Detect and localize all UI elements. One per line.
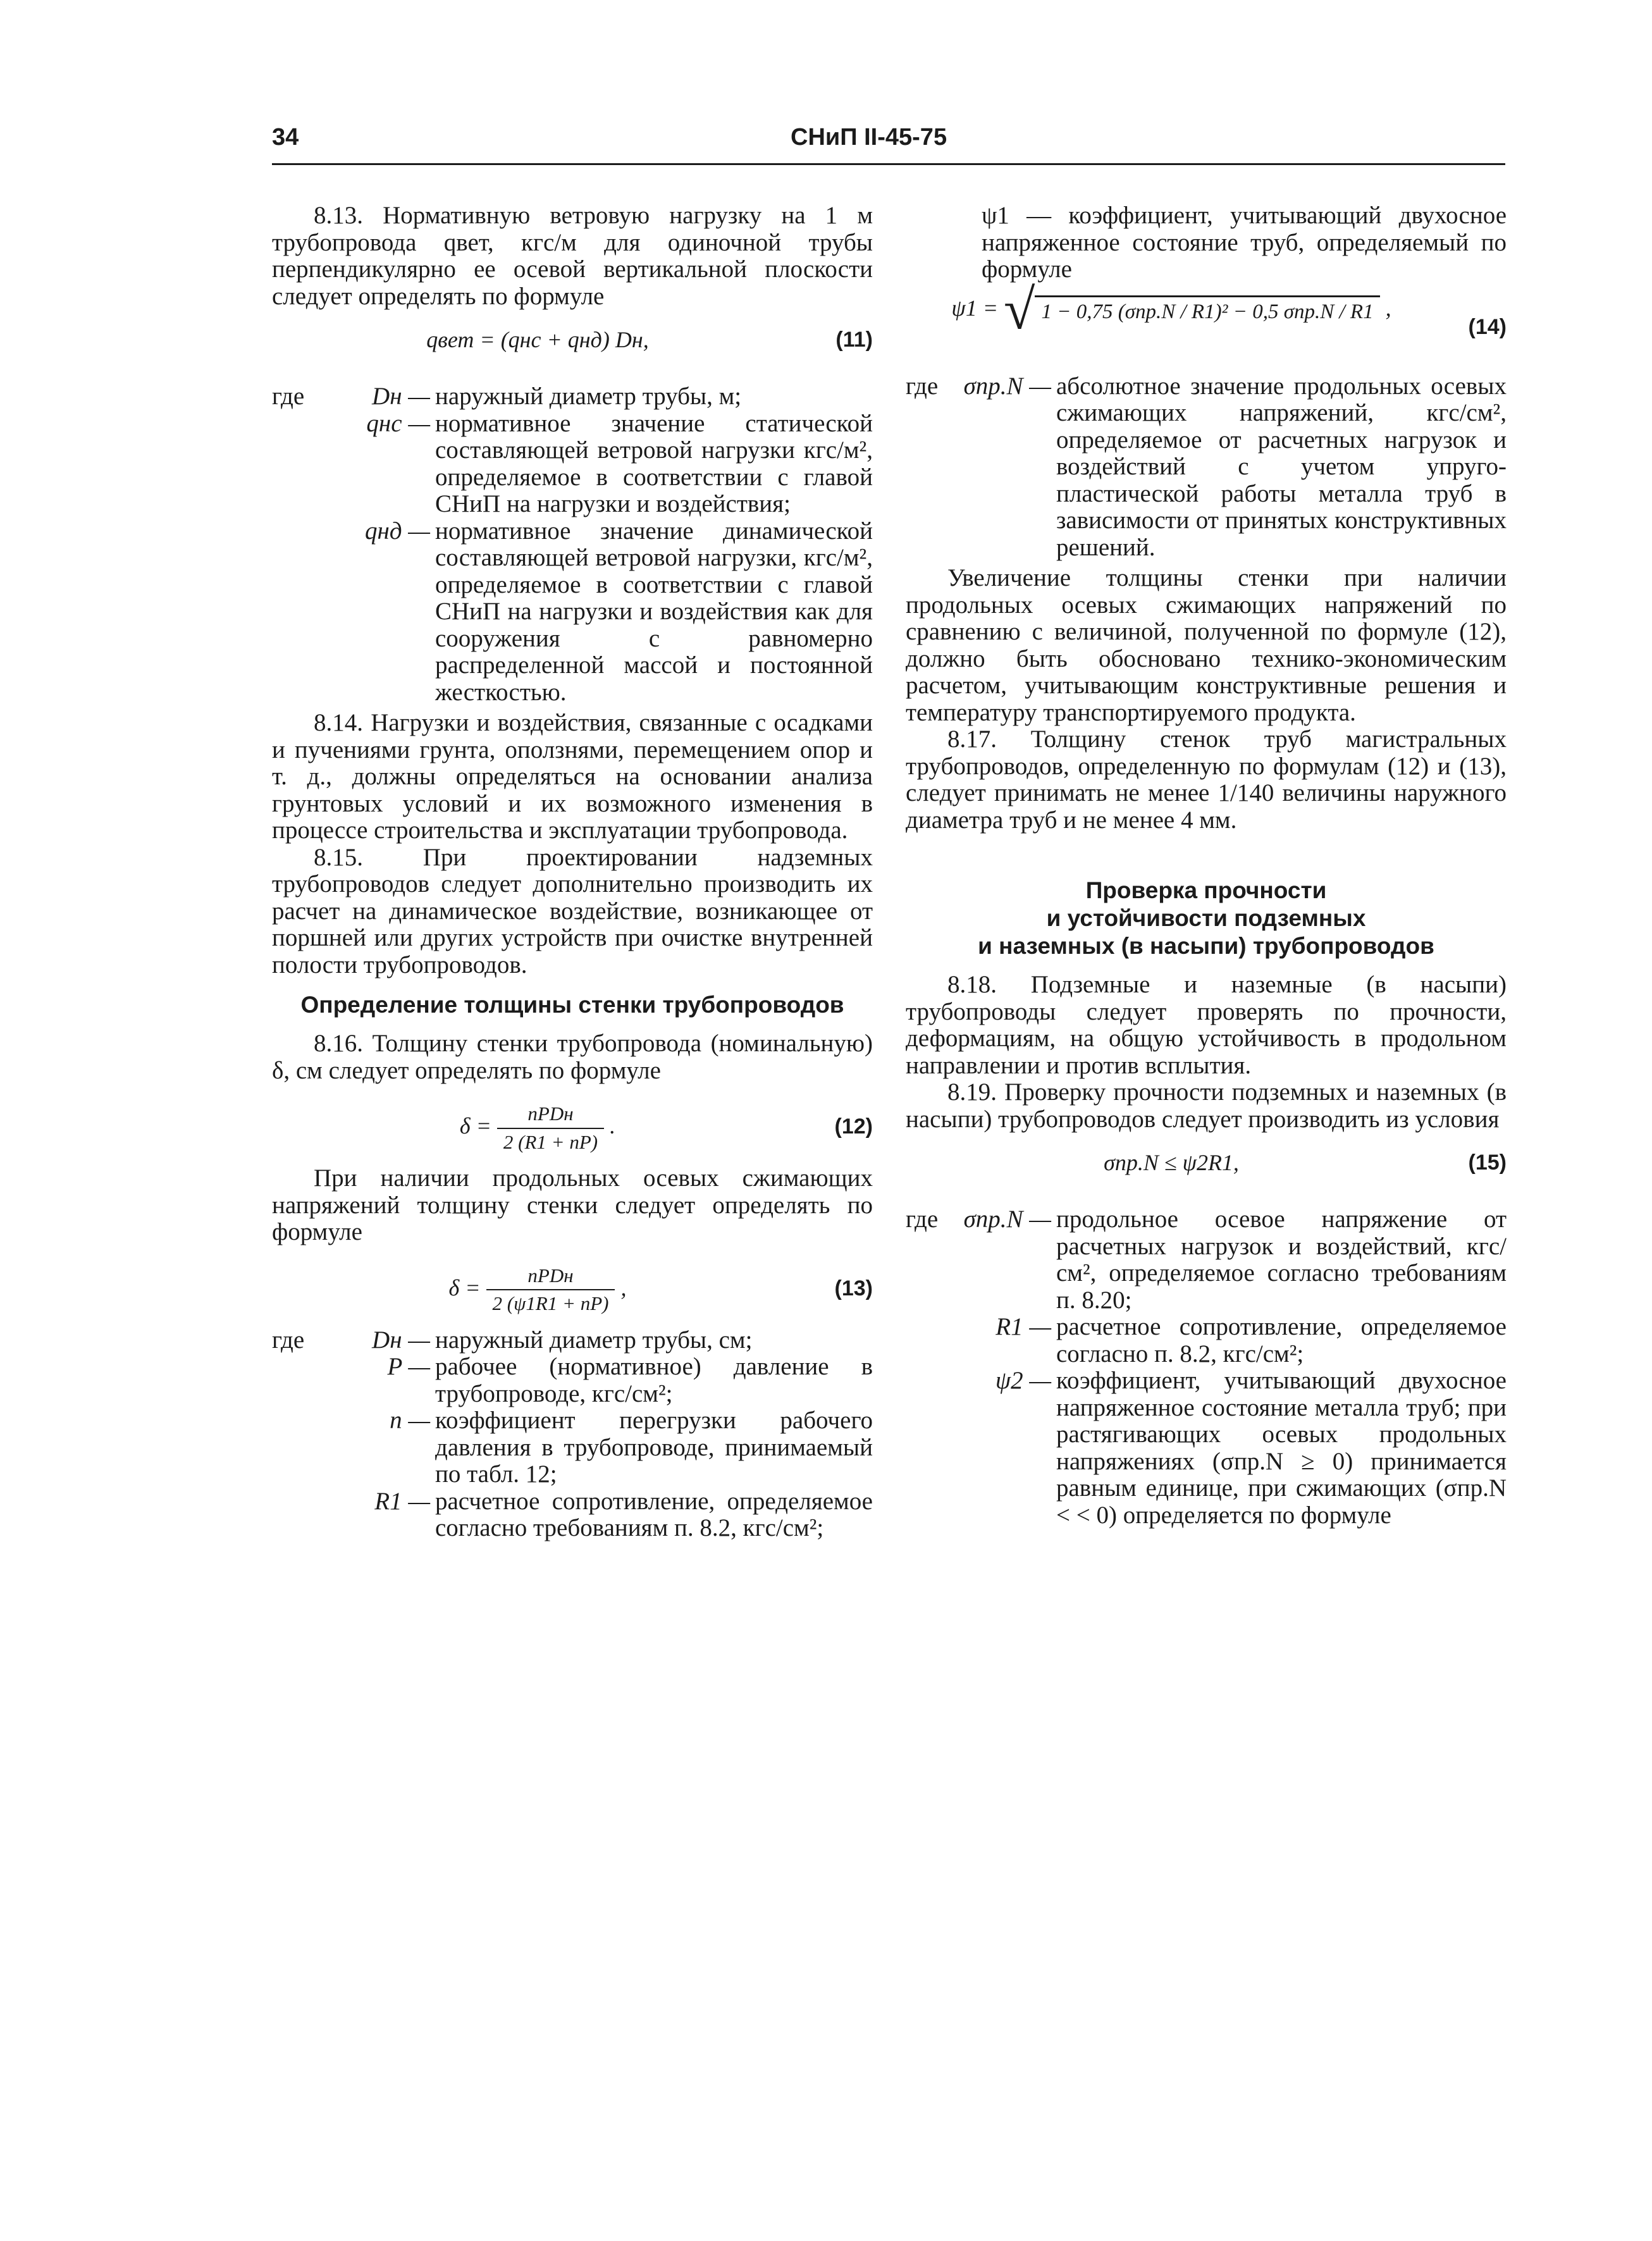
paragraph-compressive-stress: При наличии продольных осевых сжимающих напряжений толщину стенки следует определять по формуле bbox=[272, 1164, 873, 1245]
definition-text: расчетное сопротивление, определяемое согласно п. 8.2, кгс/см²; bbox=[1056, 1313, 1507, 1367]
definition-item bbox=[906, 1367, 1507, 1529]
formula-15-number: (15) bbox=[1468, 1151, 1507, 1175]
radical-sign: √ bbox=[1004, 278, 1035, 342]
right-column bbox=[906, 202, 1507, 1533]
definition-symbol: qнд — bbox=[364, 517, 430, 545]
definitions-11 bbox=[272, 383, 873, 706]
definition-symbol: n — bbox=[390, 1407, 430, 1434]
where-label: где bbox=[272, 383, 305, 410]
definition-text: коэффициент перегрузки рабочего давления в трубопроводе, принимаемый по табл. 12; bbox=[435, 1407, 873, 1488]
formula-12-expression: δ = $\frac{\text{nPDн}}{2 (R1 + nP)}$ . bbox=[272, 1101, 803, 1156]
definition-item bbox=[272, 411, 873, 518]
paragraph-8-16: 8.16. Толщину стенки трубопровода (номинальную) δ, см следует определять по формуле bbox=[272, 1030, 873, 1084]
definition-text: наружный диаметр трубы, см; bbox=[435, 1326, 753, 1354]
formula-13-lhs: δ = bbox=[448, 1275, 481, 1300]
paragraph-thickness-increase: Увеличение толщины стенки при наличии продольных осевых сжимающих напряжений по сравнению с величиной, полученной по формуле (12), должно быть обосновано технико-экономическим расчетом, учитывающим конструктивные решения и температуру транспортируемого продукта. bbox=[906, 564, 1507, 726]
definition-item bbox=[906, 373, 1507, 562]
left-column bbox=[272, 202, 873, 1546]
definition-text: рабочее (нормативное) давление в трубопроводе, кгс/см²; bbox=[435, 1353, 873, 1407]
formula-12-denominator: 2 (R1 + nP) bbox=[503, 1130, 598, 1153]
section-heading-wall-thickness: Определение толщины стенки трубопроводов bbox=[300, 992, 844, 1018]
paragraph-8-17: 8.17. Толщину стенок труб магистральных трубопроводов, определенную по формулам (12) и (13), следует принимать не менее 1/140 величины наружного диаметра труб и не менее 4 мм. bbox=[906, 725, 1507, 834]
formula-12-fraction bbox=[497, 1101, 604, 1156]
running-head: СНиП II-45-75 bbox=[791, 124, 947, 151]
formula-13-numerator: nPDн bbox=[486, 1262, 615, 1291]
definition-symbol: σпр.N — bbox=[963, 1206, 1051, 1233]
paragraph-8-13: 8.13. Нормативную ветровую нагрузку на 1 м трубопровода qвет, кгс/м для одиночной трубы перпендикулярно ее осевой вертикальной плоскости следует определять по формуле bbox=[272, 202, 873, 310]
definition-text: нормативное значение динамической составляющей ветровой нагрузки, кгс/м², определяемое в соответствии с главой СНиП на нагрузки и воздействия как для сооружения с равномерно распределенной массой и постоянной жесткостью. bbox=[435, 517, 873, 706]
definition-item bbox=[272, 1327, 873, 1354]
definition-text: расчетное сопротивление, определяемое согласно требованиям п. 8.2, кгс/см²; bbox=[435, 1487, 873, 1541]
definition-item bbox=[272, 1354, 873, 1407]
formula-11-number: (11) bbox=[835, 328, 873, 352]
formula-13 bbox=[272, 1257, 873, 1318]
definition-text: наружный диаметр трубы, м; bbox=[435, 383, 742, 410]
definition-item bbox=[272, 518, 873, 707]
definition-symbol: R1 — bbox=[374, 1487, 430, 1515]
definition-symbol: P — bbox=[387, 1353, 430, 1380]
formula-11-expression: qвет = (qнс + qнд) Dн, bbox=[426, 327, 649, 352]
definition-symbol: ψ2 — bbox=[995, 1367, 1051, 1394]
definition-item bbox=[906, 1314, 1507, 1367]
definition-text: нормативное значение статической составляющей ветровой нагрузки кгс/м², определяемое в соответствии с главой СНиП на нагрузки и воздействия; bbox=[435, 409, 873, 517]
psi1-definition: ψ1 — коэффициент, учитывающий двухосное напряженное состояние труб, определяемый по формуле bbox=[982, 202, 1507, 283]
definition-item bbox=[272, 1488, 873, 1542]
section-heading-strength-check bbox=[906, 877, 1507, 960]
definition-symbol: R1 — bbox=[996, 1313, 1051, 1340]
formula-14-lhs: ψ1 = bbox=[951, 295, 999, 321]
definitions-13 bbox=[272, 1327, 873, 1542]
definition-symbol: Dн — bbox=[372, 383, 430, 410]
definitions-15 bbox=[906, 1206, 1507, 1529]
formula-14-radicand: 1 − 0,75 (σпр.N / R1)² − 0,5 σпр.N / R1 bbox=[1035, 295, 1379, 326]
definition-item bbox=[906, 1206, 1507, 1314]
formula-12-lhs: δ = bbox=[459, 1113, 491, 1139]
paragraph-8-15: 8.15. При проектировании надземных трубопроводов следует дополнительно производить их расчет на динамическое воздействие, возникающее от поршней или других устройств при очистке внутренней полости трубопроводов. bbox=[272, 843, 873, 979]
definition-symbol: Dн — bbox=[372, 1326, 430, 1354]
formula-12 bbox=[272, 1096, 873, 1156]
page-number: 34 bbox=[272, 124, 299, 151]
where-label: где bbox=[906, 1206, 939, 1233]
formula-11 bbox=[272, 321, 873, 374]
formula-13-expression: δ = $\frac{\text{nPDн}}{2 (\psi 1R1 + nP)}$ , bbox=[272, 1262, 803, 1318]
formula-12-numerator: nPDн bbox=[497, 1101, 604, 1129]
paragraph-8-19: 8.19. Проверку прочности подземных и наземных (в насыпи) трубопроводов следует производить из условия bbox=[906, 1078, 1507, 1133]
formula-13-fraction bbox=[486, 1262, 615, 1318]
section-heading-line: Проверка прочности bbox=[1085, 877, 1327, 903]
formula-14-number: (14) bbox=[1468, 314, 1507, 339]
section-heading-line: и устойчивости подземных bbox=[1046, 905, 1366, 931]
formula-15-expression: σпр.N ≤ ψ2R1, bbox=[1104, 1150, 1239, 1175]
section-heading-line: и наземных (в насыпи) трубопроводов bbox=[978, 933, 1434, 959]
formula-12-number: (12) bbox=[834, 1114, 873, 1139]
formula-13-denominator: 2 (ψ1R1 + nP) bbox=[492, 1292, 609, 1314]
definitions-14 bbox=[906, 373, 1507, 562]
definition-item bbox=[272, 383, 873, 411]
formula-14-expression: ψ1 = √ 1 − 0,75 (σпр.N / R1)² − 0,5 σпр.N / R1 , bbox=[951, 278, 1391, 342]
where-label: где bbox=[906, 372, 939, 400]
definition-text: коэффициент, учитывающий двухосное напряженное состояние металла труб; при растягивающих осевых продольных напряжениях (σпр.N ≥ 0) принимается равным единице, при сжимающих (σпр.N < < 0) определяется по формуле bbox=[1056, 1367, 1507, 1529]
where-label: где bbox=[272, 1326, 305, 1354]
definition-item bbox=[272, 1407, 873, 1488]
formula-15 bbox=[906, 1144, 1507, 1197]
formula-14 bbox=[906, 278, 1507, 364]
definition-text: абсолютное значение продольных осевых сжимающих напряжений, кгс/см², определяемое от расчетных нагрузок и воздействий с учетом упруго-пластической работы металла труб в зависимости от принятых конструктивных решений. bbox=[1056, 372, 1507, 561]
definition-text: продольное осевое напряжение от расчетных нагрузок и воздействий, кгс/см², определяемое согласно требованиям п. 8.20; bbox=[1056, 1206, 1507, 1314]
definition-symbol: σпр.N — bbox=[963, 372, 1051, 400]
paragraph-8-18: 8.18. Подземные и наземные (в насыпи) трубопроводы следует проверять по прочности, деформациям, на общую устойчивость в продольном направлении и против всплытия. bbox=[906, 971, 1507, 1079]
definition-symbol: qнс — bbox=[366, 409, 430, 437]
formula-13-number: (13) bbox=[834, 1276, 873, 1300]
header-rule bbox=[272, 163, 1505, 165]
paragraph-8-14: 8.14. Нагрузки и воздействия, связанные с осадками и пучениями грунта, оползнями, перемещением опор и т. д., должны определяться на основании анализа грунтовых условий и их возможного изменения в процессе строительства и эксплуатации трубопровода. bbox=[272, 709, 873, 844]
